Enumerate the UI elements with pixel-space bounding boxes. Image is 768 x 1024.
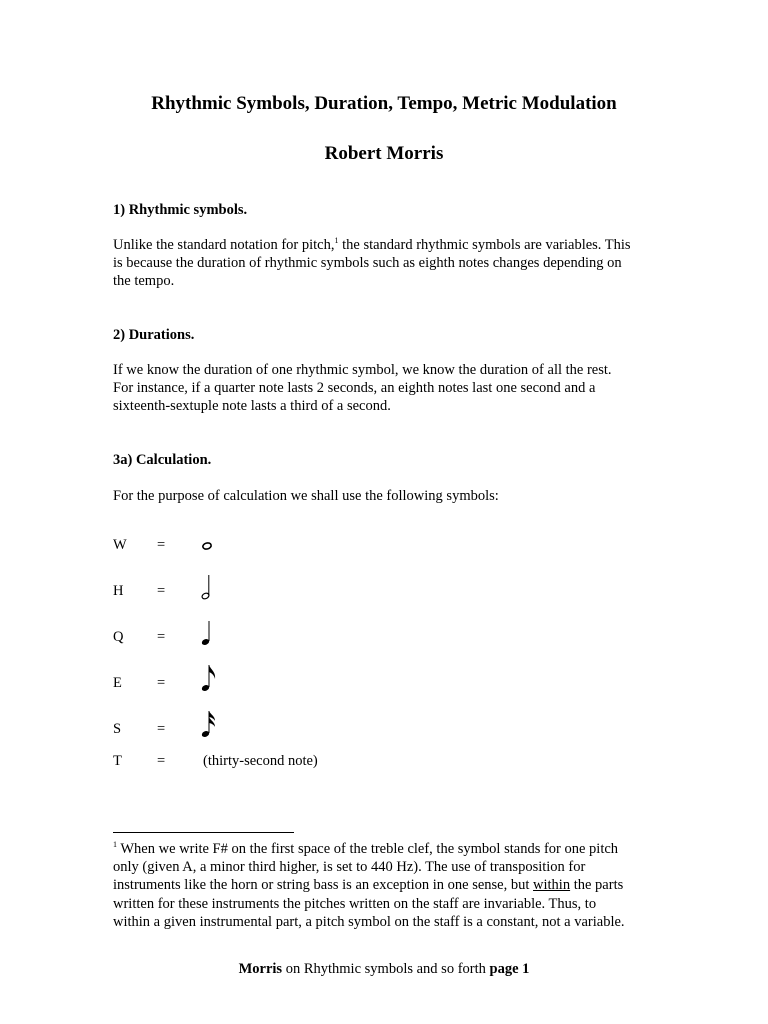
section-1-heading: 1) Rhythmic symbols.	[113, 202, 248, 218]
section-3a-heading: 3a) Calculation.	[113, 452, 212, 468]
symbol-description: (thirty-second note)	[203, 753, 318, 769]
symbol-letter: H	[113, 583, 124, 599]
text-run: the standard rhythmic symbols are variables. This	[338, 237, 631, 253]
footnote	[113, 840, 673, 931]
text-run: instruments like the horn or string bass is an exception in one sense, but	[113, 877, 534, 894]
symbol-letter: Q	[113, 629, 124, 645]
equals-sign: =	[157, 721, 166, 737]
symbol-letter: E	[113, 675, 122, 691]
equals-sign: =	[157, 753, 166, 769]
paragraph-line: is because the duration of rhythmic symbols such as eighth notes changes depending on	[113, 255, 622, 272]
paragraph-line: For instance, if a quarter note lasts 2 seconds, an eighth notes last one second and a	[113, 380, 596, 397]
symbol-letter: W	[113, 537, 127, 553]
paragraph-line: the tempo.	[113, 273, 175, 290]
footer-author: Morris	[238, 961, 283, 977]
footnote-reference[interactable]: 1	[334, 236, 339, 245]
text-run: When we write F# on the first space of the treble clef, the symbol stands for one pitch	[117, 841, 619, 857]
footnote-line: within a given instrumental part, a pitch symbol on the staff is a constant, not a variable.	[113, 913, 625, 930]
footnote-marker: 1	[113, 840, 117, 849]
page-number: page 1	[489, 961, 530, 977]
paragraph-line: For the purpose of calculation we shall use the following symbols:	[113, 488, 499, 504]
section-3a-intro	[113, 487, 658, 505]
half-note-icon	[199, 569, 229, 605]
equals-sign: =	[157, 629, 166, 645]
document-title: Rhythmic Symbols, Duration, Tempo, Metric Modulation	[151, 93, 617, 114]
quarter-note-icon	[199, 615, 229, 651]
section-2-heading: 2) Durations.	[113, 327, 195, 343]
equals-sign: =	[157, 537, 166, 553]
footnote-line	[113, 840, 673, 858]
text-run: Unlike the standard notation for pitch,	[113, 237, 335, 253]
paragraph-line	[113, 236, 658, 254]
symbol-letter: S	[113, 721, 122, 737]
footnote-line	[113, 876, 673, 894]
footnote-line: written for these instruments the pitches written on the staff are invariable. Thus, to	[113, 895, 597, 912]
section-2-paragraph	[113, 361, 658, 416]
symbol-letter: T	[113, 753, 122, 769]
sixteenth-note-icon	[199, 707, 229, 743]
paragraph-line: sixteenth-sextuple note lasts a third of a second.	[113, 398, 391, 415]
footnote-line: only (given A, a minor third higher, is set to 440 Hz). The use of transposition for	[113, 859, 586, 876]
underlined-word: within	[533, 877, 571, 894]
equals-sign: =	[157, 583, 166, 599]
section-1-paragraph	[113, 236, 658, 291]
equals-sign: =	[157, 675, 166, 691]
footer-text: on Rhythmic symbols and so forth	[282, 961, 490, 977]
text-run: the parts	[570, 877, 624, 894]
whole-note-icon	[199, 523, 229, 559]
footnote-separator	[113, 832, 294, 833]
eighth-note-icon	[199, 661, 229, 697]
document-author: Robert Morris	[324, 143, 444, 164]
page-footer	[0, 960, 768, 978]
paragraph-line: If we know the duration of one rhythmic symbol, we know the duration of all the rest.	[113, 362, 612, 378]
